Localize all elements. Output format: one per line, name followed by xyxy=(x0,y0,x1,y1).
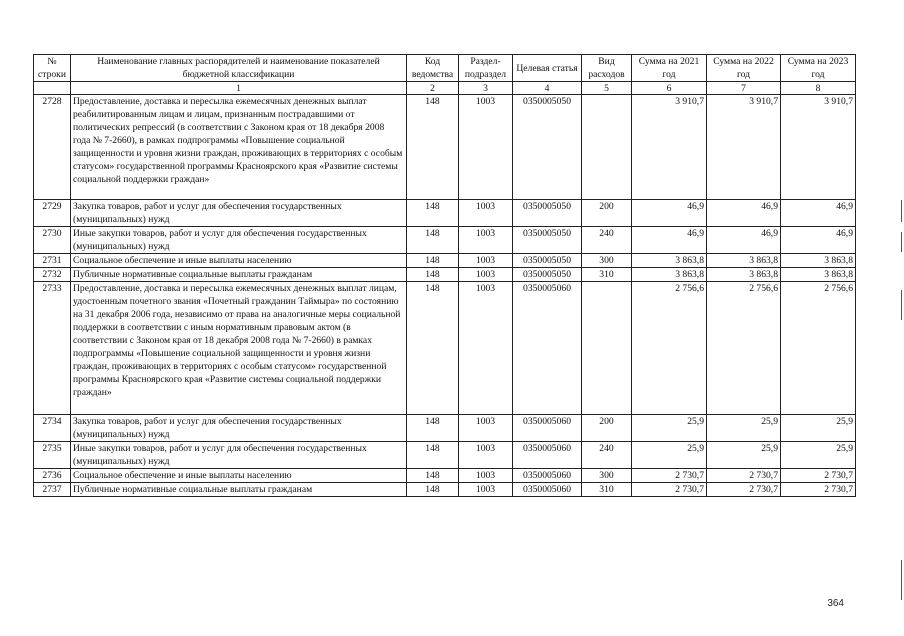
column-number-7: 7 xyxy=(707,82,781,95)
row-section: 1003 xyxy=(459,483,513,497)
header-sum-2022: Сумма на 2022 год xyxy=(707,55,781,82)
table-header xyxy=(34,55,856,95)
row-name: Предоставление, доставка и пересылка ежемесячных денежных выплат реабилитированным лицам и лицам, признанным пострадавшими от политических репрессий (в соответствии с Законом края от 18 декабря 2008 года № 7-2660), в рамках подпрограммы «Повышение социальной защищенности и уровня жизни граждан, проживающих в территориях с особым статусом» государственной программы Красноярского края «Развитие системы социальной поддержки граждан» xyxy=(71,95,407,200)
row-expense-type: 310 xyxy=(582,483,632,497)
column-number-blank xyxy=(34,82,71,95)
row-target-article: 0350005050 xyxy=(513,200,582,227)
scan-edge-mark xyxy=(901,200,902,222)
row-name: Публичные нормативные социальные выплаты гражданам xyxy=(71,268,407,282)
row-sum-2021: 25,9 xyxy=(632,415,707,442)
row-section: 1003 xyxy=(459,200,513,227)
row-sum-2023: 25,9 xyxy=(781,442,856,469)
column-number-2: 2 xyxy=(407,82,459,95)
row-sum-2022: 3 863,8 xyxy=(707,268,781,282)
row-line-number: 2734 xyxy=(34,415,71,442)
header-sum-2023: Сумма на 2023 год xyxy=(781,55,856,82)
row-expense-type: 310 xyxy=(582,268,632,282)
row-line-number: 2730 xyxy=(34,227,71,254)
row-expense-type: 300 xyxy=(582,254,632,268)
row-line-number: 2735 xyxy=(34,442,71,469)
row-line-number: 2729 xyxy=(34,200,71,227)
row-target-article: 0350005050 xyxy=(513,227,582,254)
row-line-number: 2731 xyxy=(34,254,71,268)
row-section: 1003 xyxy=(459,282,513,415)
row-sum-2022: 46,9 xyxy=(707,200,781,227)
row-sum-2021: 46,9 xyxy=(632,200,707,227)
row-sum-2021: 2 730,7 xyxy=(632,469,707,483)
row-sum-2023: 46,9 xyxy=(781,200,856,227)
row-section: 1003 xyxy=(459,227,513,254)
header-name: Наименование главных распорядителей и наименование показателей бюджетной классификации xyxy=(71,55,407,82)
row-expense-type: 200 xyxy=(582,415,632,442)
table-row xyxy=(34,282,856,415)
scan-edge-mark xyxy=(901,560,902,600)
column-number-6: 6 xyxy=(632,82,707,95)
table-body xyxy=(34,95,856,497)
header-dept-code: Код ведомства xyxy=(407,55,459,82)
row-sum-2022: 25,9 xyxy=(707,442,781,469)
row-sum-2021: 2 756,6 xyxy=(632,282,707,415)
scan-edge-mark xyxy=(901,290,902,320)
row-sum-2022: 2 730,7 xyxy=(707,483,781,497)
row-sum-2021: 3 910,7 xyxy=(632,95,707,200)
row-expense-type: 200 xyxy=(582,200,632,227)
row-sum-2022: 3 910,7 xyxy=(707,95,781,200)
row-target-article: 0350005060 xyxy=(513,469,582,483)
row-dept-code: 148 xyxy=(407,227,459,254)
header-sum-2021: Сумма на 2021 год xyxy=(632,55,707,82)
row-expense-type xyxy=(582,282,632,415)
column-number-8: 8 xyxy=(781,82,856,95)
row-name: Иные закупки товаров, работ и услуг для обеспечения государственных (муниципальных) нужд xyxy=(71,227,407,254)
row-dept-code: 148 xyxy=(407,415,459,442)
table-row xyxy=(34,483,856,497)
table-row xyxy=(34,415,856,442)
header-section: Раздел-подраздел xyxy=(459,55,513,82)
row-sum-2022: 3 863,8 xyxy=(707,254,781,268)
row-section: 1003 xyxy=(459,95,513,200)
column-number-4: 4 xyxy=(513,82,582,95)
row-dept-code: 148 xyxy=(407,95,459,200)
row-line-number: 2728 xyxy=(34,95,71,200)
row-sum-2021: 3 863,8 xyxy=(632,254,707,268)
row-expense-type: 300 xyxy=(582,469,632,483)
row-dept-code: 148 xyxy=(407,282,459,415)
row-sum-2022: 2 730,7 xyxy=(707,469,781,483)
row-expense-type: 240 xyxy=(582,442,632,469)
table-row xyxy=(34,254,856,268)
row-target-article: 0350005050 xyxy=(513,95,582,200)
row-expense-type: 240 xyxy=(582,227,632,254)
table-row xyxy=(34,442,856,469)
row-name: Социальное обеспечение и иные выплаты населению xyxy=(71,254,407,268)
row-line-number: 2737 xyxy=(34,483,71,497)
row-sum-2021: 25,9 xyxy=(632,442,707,469)
row-section: 1003 xyxy=(459,254,513,268)
row-name: Публичные нормативные социальные выплаты гражданам xyxy=(71,483,407,497)
row-sum-2021: 2 730,7 xyxy=(632,483,707,497)
row-line-number: 2732 xyxy=(34,268,71,282)
row-dept-code: 148 xyxy=(407,442,459,469)
header-expense-type: Вид расходов xyxy=(582,55,632,82)
table-row xyxy=(34,227,856,254)
column-number-5: 5 xyxy=(582,82,632,95)
row-section: 1003 xyxy=(459,469,513,483)
scan-edge-mark xyxy=(901,232,902,252)
row-name: Закупка товаров, работ и услуг для обеспечения государственных (муниципальных) нужд xyxy=(71,200,407,227)
row-section: 1003 xyxy=(459,268,513,282)
column-number-1: 1 xyxy=(71,82,407,95)
row-section: 1003 xyxy=(459,415,513,442)
row-dept-code: 148 xyxy=(407,200,459,227)
row-sum-2023: 2 730,7 xyxy=(781,483,856,497)
row-target-article: 0350005060 xyxy=(513,442,582,469)
row-target-article: 0350005060 xyxy=(513,483,582,497)
row-target-article: 0350005050 xyxy=(513,254,582,268)
row-line-number: 2733 xyxy=(34,282,71,415)
row-sum-2023: 3 910,7 xyxy=(781,95,856,200)
table-row xyxy=(34,469,856,483)
row-sum-2021: 46,9 xyxy=(632,227,707,254)
column-number-3: 3 xyxy=(459,82,513,95)
budget-table xyxy=(33,54,856,497)
row-sum-2022: 46,9 xyxy=(707,227,781,254)
row-name: Социальное обеспечение и иные выплаты населению xyxy=(71,469,407,483)
row-sum-2022: 25,9 xyxy=(707,415,781,442)
row-sum-2023: 3 863,8 xyxy=(781,254,856,268)
row-sum-2023: 46,9 xyxy=(781,227,856,254)
row-target-article: 0350005060 xyxy=(513,282,582,415)
header-row xyxy=(34,55,856,82)
row-sum-2023: 2 756,6 xyxy=(781,282,856,415)
page-number: 364 xyxy=(827,598,844,609)
row-dept-code: 148 xyxy=(407,483,459,497)
row-name: Закупка товаров, работ и услуг для обеспечения государственных (муниципальных) нужд xyxy=(71,415,407,442)
row-line-number: 2736 xyxy=(34,469,71,483)
row-target-article: 0350005050 xyxy=(513,268,582,282)
row-dept-code: 148 xyxy=(407,469,459,483)
row-sum-2021: 3 863,8 xyxy=(632,268,707,282)
table-row xyxy=(34,200,856,227)
column-number-row xyxy=(34,82,856,95)
row-dept-code: 148 xyxy=(407,268,459,282)
row-sum-2023: 3 863,8 xyxy=(781,268,856,282)
header-target-article: Целевая статья xyxy=(513,55,582,82)
row-sum-2022: 2 756,6 xyxy=(707,282,781,415)
row-expense-type xyxy=(582,95,632,200)
row-sum-2023: 2 730,7 xyxy=(781,469,856,483)
row-sum-2023: 25,9 xyxy=(781,415,856,442)
row-dept-code: 148 xyxy=(407,254,459,268)
header-line-number: № строки xyxy=(34,55,71,82)
row-name: Иные закупки товаров, работ и услуг для обеспечения государственных (муниципальных) нужд xyxy=(71,442,407,469)
table-row xyxy=(34,95,856,200)
row-section: 1003 xyxy=(459,442,513,469)
row-name: Предоставление, доставка и пересылка ежемесячных денежных выплат лицам, удостоенным почетного звания «Почетный гражданин Таймыра» по состоянию на 31 декабря 2006 года, независимо от права на аналогичные меры социальной поддержки в соответствии с иным нормативным правовым актом (в соответствии с Законом края от 18 декабря 2008 года № 7-2660) в рамках подпрограммы «Повышение социальной защищенности и уровня жизни граждан, проживающих в территориях с особым статусом» государственной программы Красноярского края «Развитие системы социальной поддержки граждан» xyxy=(71,282,407,415)
table-row xyxy=(34,268,856,282)
row-target-article: 0350005060 xyxy=(513,415,582,442)
